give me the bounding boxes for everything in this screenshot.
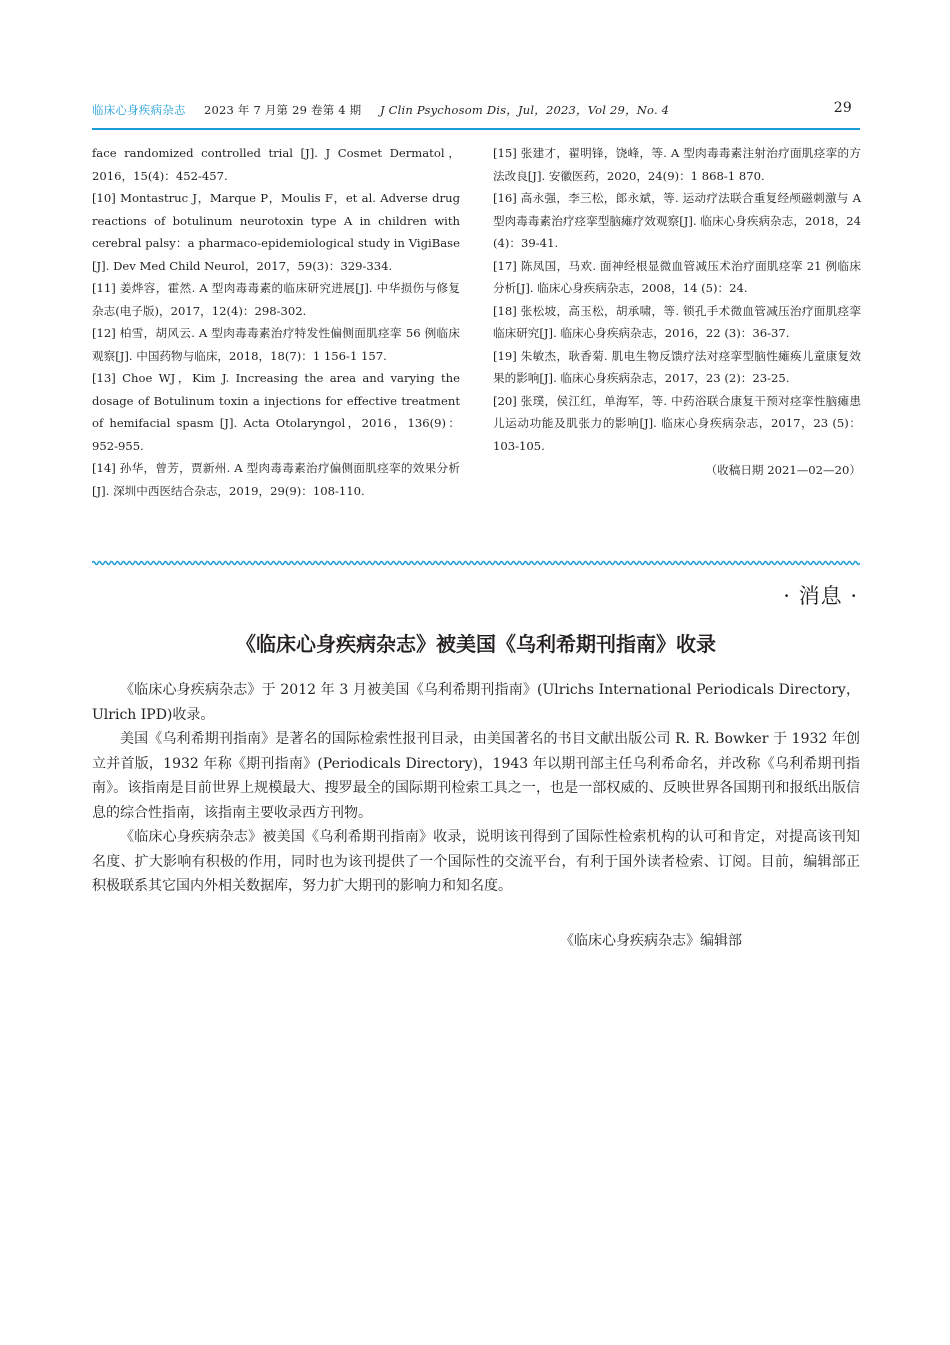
reference-item: [14] 孙华，曾芳，贾新州. A 型肉毒毒素治疗偏侧面肌痉挛的效果分析[J]. 深圳中西医结合杂志，2019，29(9)：108-110. xyxy=(92,461,460,498)
editorial-signature: 《临床心身疾病杂志》编辑部 xyxy=(560,933,742,949)
reference-item: face randomized controlled trial [J]. J Cosmet Dermatol，2016，15(4)：452-457. xyxy=(92,146,460,183)
news-title: 《临床心身疾病杂志》被美国《乌利希期刊指南》收录 xyxy=(236,632,716,656)
page-number: 29 xyxy=(833,100,852,116)
reference-item: [10] Montastruc J，Marque P，Moulis F，et al. Adverse drug reactions of botulinum neurotoxin type A in children with cerebral palsy：a pharmaco-epidemiological study in VigiBase [J]. Dev Med Child Neurol，2017，59(3)：329-334. xyxy=(92,191,460,273)
header-rule xyxy=(92,128,860,130)
header-issue-chinese: 2023 年 7 月第 29 卷第 4 期 xyxy=(204,103,362,117)
wavy-divider xyxy=(92,558,860,568)
reference-item: [19] 朱敏杰，耿香菊. 肌电生物反馈疗法对痉挛型脑性瘫痪儿童康复效果的影响[J]. 临床心身疾病杂志，2017，23 (2)：23-25. xyxy=(493,348,861,385)
references-right-column xyxy=(493,142,861,482)
reference-item: [16] 高永强，李三松，郎永斌，等. 运动疗法联合重复经颅磁刺激与 A 型肉毒毒素治疗痉挛型脑瘫疗效观察[J]. 临床心身疾病杂志，2018，24 (4)：39-41. xyxy=(493,191,861,250)
news-body xyxy=(92,678,860,899)
header-issue-english: J Clin Psychosom Dis，Jul，2023，Vol 29，No. 4 xyxy=(380,103,670,117)
reference-item: [11] 姜烨容，霍然. A 型肉毒毒素的临床研究进展[J]. 中华损伤与修复杂志(电子版)，2017，12(4)：298-302. xyxy=(92,281,460,318)
reference-item: [20] 张璞，侯江红，单海军，等. 中药浴联合康复干预对痉挛性脑瘫患儿运动功能及肌张力的影响[J]. 临床心身疾病杂志，2017，23 (5)：103-105. xyxy=(493,393,861,453)
reference-item: [13] Choe WJ，Kim J. Increasing the area and varying the dosage of Botulinum toxin a injections for effective treatment of hemifacial spasm [J]. Acta Otolaryngol，2016，136(9)：952-955. xyxy=(92,371,460,453)
news-paragraph: 《临床心身疾病杂志》于 2012 年 3 月被美国《乌利希期刊指南》(Ulrichs International Periodicals Directory，Ulrich IPD)收录。 xyxy=(92,682,860,723)
reference-item: [17] 陈凤国，马欢. 面神经根显微血管减压术治疗面肌痉挛 21 例临床分析[J]. 临床心身疾病杂志，2008，14 (5)：24. xyxy=(493,258,861,295)
header-journal-name: 临床心身疾病杂志 xyxy=(92,103,186,117)
received-date: （收稿日期 2021—02—20） xyxy=(705,463,861,477)
references-left-column xyxy=(92,142,460,502)
reference-item: [12] 柏雪，胡风云. A 型肉毒毒素治疗特发性偏侧面肌痉挛 56 例临床观察[J]. 中国药物与临床，2018，18(7)：1 156-1 157. xyxy=(92,326,460,363)
news-paragraph: 美国《乌利希期刊指南》是著名的国际检索性报刊目录，由美国著名的书目文献出版公司 R. R. Bowker 于 1932 年创立并首版，1932 年称《期刊指南》(Periodicals Directory)，1943 年以期刊部主任乌利希命名，并改称《乌利希期刊指南》。该指南是目前世界上规模最大、搜罗最全的国际期刊检索工具之一，也是一部权威的、反映世界各国期刊和报纸出版信息的综合性指南，该指南主要收录西方刊物。 xyxy=(92,731,860,821)
news-paragraph: 《临床心身疾病杂志》被美国《乌利希期刊指南》收录，说明该刊得到了国际性检索机构的认可和肯定，对提高该刊知名度、扩大影响有积极的作用，同时也为该刊提供了一个国际性的交流平台，有利于国外读者检索、订阅。目前，编辑部正积极联系其它国内外相关数据库，努力扩大期刊的影响力和知名度。 xyxy=(92,829,860,894)
reference-item: [15] 张建才，翟明锋，饶峰，等. A 型肉毒毒素注射治疗面肌痉挛的方法改良[J]. 安徽医药，2020，24(9)：1 868-1 870. xyxy=(493,146,861,183)
reference-item: [18] 张松坡，高玉松，胡承啸，等. 锁孔手术微血管减压治疗面肌痉挛临床研究[J]. 临床心身疾病杂志，2016，22 (3)：36-37. xyxy=(493,303,861,340)
running-header xyxy=(92,102,850,124)
news-section-label: · 消息 · xyxy=(783,584,858,608)
